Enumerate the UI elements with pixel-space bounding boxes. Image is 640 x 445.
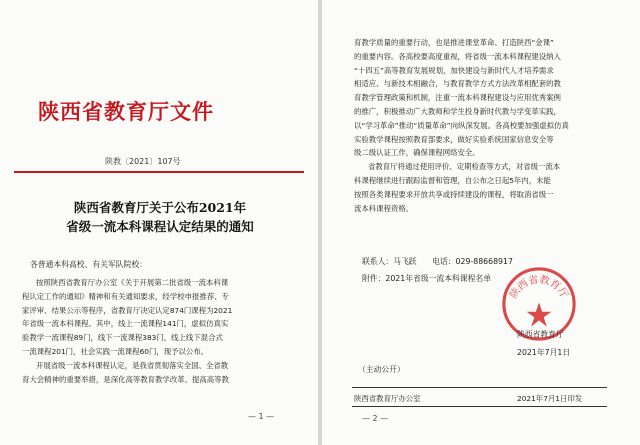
notice-title-line: 省级一流本科课程认定结果的通知 <box>66 219 254 234</box>
red-separator-line <box>14 171 304 173</box>
body-line: 验教学一流课程89门，线下一流课程383门，线上线下混合式 <box>22 333 223 343</box>
body-text <box>354 36 629 215</box>
body-line: 一流课程201门，社会实践一流课程60门，现予以公布。 <box>22 346 209 356</box>
body-line: 按照各类课程要求开放共享或持续建设的课程，将取消省级一 <box>354 189 554 199</box>
body-line: 相适应、与新技术相融合，与教育教学方式方法改革相配套的教 <box>354 79 561 89</box>
footer-line-top <box>352 387 607 388</box>
document-number: 陕教〔2021〕107号 <box>105 157 181 166</box>
body-line: 育教学质量的重要行动，也是推进课堂革命、打造陕西“金课” <box>354 38 554 47</box>
body-line: 科课程继续进行跟踪监督和管理，自公布之日起5年内，未能 <box>354 175 551 185</box>
addressee: 各普通本科高校、有关军队院校： <box>30 260 147 269</box>
body-line: 的重要内容。各高校要高度重视，将省级一流本科课程建设纳入 <box>354 51 561 61</box>
notice-title-line: 陕西省教育厅关于公布2021年 <box>73 200 247 215</box>
seal-text: 陕西省教育厅 <box>508 274 570 301</box>
footer-print-date: 2021年7月1日印发 <box>517 394 583 403</box>
body-line: 的推广，积极推动广大教师和学生投身新时代教与学变革实践， <box>354 106 561 116</box>
body-line: 流本科课程资格。 <box>354 203 414 213</box>
public-note: （主动公开） <box>358 365 405 374</box>
body-line: 实验教学课程按照教育部要求，做好实验系统国家信息安全等 <box>354 134 554 144</box>
body-line: 开展省级一流本科课程认定，是我省贯彻落实全国、全省教 <box>36 360 229 370</box>
body-text <box>22 276 307 386</box>
body-line: 育教学管理政策和机制，注重一流本科课程建设与应用优秀案例 <box>354 93 561 103</box>
body-line: 年省级一流本科课程。其中，线上一流课程141门，虚拟仿真实 <box>22 319 229 329</box>
body-line: “十四五”高等教育发展规划，加快建设与新时代人才培养需求 <box>354 65 554 75</box>
body-line: 以“学习革命”推动“质量革命”向纵深发展。各高校要加强虚拟仿真 <box>354 120 569 130</box>
body-line: 程认定工作的通知》精神和有关通知要求，经学校申报推荐、专 <box>22 291 229 301</box>
signature-date: 2021年7月1日 <box>517 348 571 357</box>
notice-title <box>40 198 280 236</box>
document-page-1 <box>0 0 318 445</box>
body-line: 按照陕西省教育厅办公室《关于开展第二批省级一流本科课 <box>36 278 229 287</box>
document-page-2 <box>322 0 640 445</box>
document-header-title: 陕西省教育厅文件 <box>38 99 214 124</box>
footer-office: 陕西省教育厅办公室 <box>354 394 421 403</box>
body-line: 级二级认证工作，确保课程网络安全。 <box>354 148 480 158</box>
body-line: 省教育厅将通过使用评价、定期检查等方式，对省级一流本 <box>368 162 561 172</box>
contact-info: 联系人：马飞跃 电话：029-88668917 <box>362 257 513 266</box>
body-line: 育大会精神的重要举措，是深化高等教育教学改革、提高高等教 <box>22 374 229 384</box>
footer-line-bottom <box>352 406 607 407</box>
page-number: — 2 — <box>362 414 389 423</box>
issuer-name: 陕西省教育厅 <box>517 330 564 339</box>
attachment-line: 附件：2021年省级一流本科课程名单 <box>362 274 491 283</box>
page-number: — 1 — <box>248 412 275 421</box>
body-line: 家评审、结果公示等程序，省教育厅决定认定874门课程为2021 <box>22 305 233 315</box>
